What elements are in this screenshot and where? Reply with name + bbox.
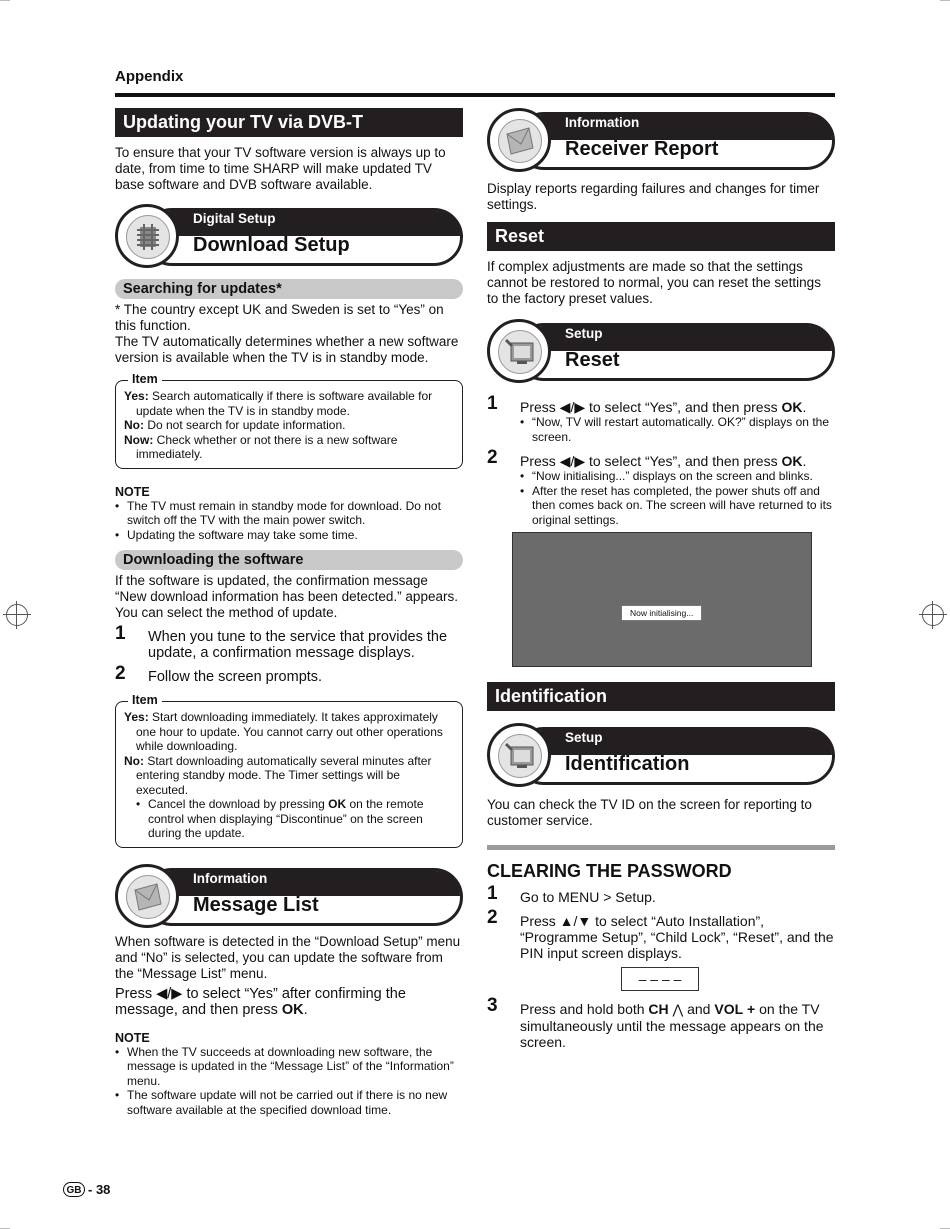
note-heading: NOTE [115, 1030, 150, 1045]
banner-title: Download Setup [193, 234, 350, 256]
searching-note: * The country except UK and Sweden is set to “Yes” on this function. [115, 302, 444, 333]
item-row: Yes: Start downloading immediately. It takes approximately one hour to update. You cannot carry out other operations while downloading. [124, 710, 443, 753]
item-label: Item [128, 372, 162, 387]
banner-receiver-report [487, 108, 835, 174]
subheading-searching: Searching for updates* [115, 279, 463, 299]
vol-plus-icon: + [747, 1001, 756, 1017]
envelope-icon [487, 108, 551, 172]
note-heading: NOTE [115, 484, 150, 499]
item-row: Now: Check whether or not there is a new software immediately. [124, 432, 398, 461]
banner-identification [487, 723, 835, 789]
banner-reset [487, 319, 835, 385]
message-list-text: When software is detected in the “Download Setup” menu and “No” is selected, you can update the software from the “Message List” menu. [115, 933, 461, 981]
password-step-1: 1 Go to MENU > Setup. [487, 883, 656, 905]
reset-step-1: 1 Press ◀/▶ to select “Yes”, and then press OK. • “Now, TV will restart automatically. OK?” displays on the screen. [487, 399, 835, 444]
banner-category: Setup [565, 730, 603, 745]
header-rule [115, 93, 835, 97]
crop-mark [0, 0, 10, 1]
note-item: • Updating the software may take some time. [115, 528, 463, 543]
envelope-icon [115, 864, 179, 928]
item-row: Yes: Search automatically if there is software available for update when the TV is in standby mode. [124, 389, 433, 418]
download-step-2: 2 Follow the screen prompts. [115, 663, 323, 685]
dvbt-intro: To ensure that your TV software version is always up to date, from time to time SHARP will make updated TV base software and DVB software available. [115, 145, 446, 192]
banner-message-list [115, 864, 463, 930]
message-list-press: Press ◀/▶ to select “Yes” after confirming the message, and then press OK. [115, 985, 406, 1018]
item-row: No: Start downloading automatically several minutes after entering standby mode. The Timer settings will be executed. [124, 753, 432, 797]
item-row: • Cancel the download by pressing OK on the remote control when displaying “Discontinue” on the screen during the update. [124, 797, 454, 841]
subheading-downloading: Downloading the software [115, 550, 463, 570]
password-heading: CLEARING THE PASSWORD [487, 861, 732, 881]
banner-category: Digital Setup [193, 211, 276, 226]
ch-up-icon: ⋀ [672, 1002, 684, 1017]
wrench-tv-icon [487, 319, 551, 383]
note-item: • The software update will not be carried out if there is no new software available at the specified download time. [115, 1088, 463, 1117]
left-column [115, 108, 463, 1117]
note-item: • The TV must remain in standby mode for download. Do not switch off the TV with the main power switch. [115, 499, 463, 528]
section-divider [487, 845, 835, 850]
pin-input-display: – – – – [621, 967, 699, 991]
banner-download-setup [115, 204, 463, 270]
item-label: Item [128, 693, 162, 708]
banner-title: Reset [565, 349, 620, 371]
crop-mark [940, 0, 950, 1]
item-box-search [115, 372, 463, 469]
identification-text: You can check the TV ID on the screen for reporting to customer service. [487, 797, 812, 828]
section-heading-dvbt: Updating your TV via DVB-T [115, 108, 463, 137]
note-item: • When the TV succeeds at downloading new software, the message is updated in the “Message List” of the “Information” menu. [115, 1045, 463, 1089]
reset-text: If complex adjustments are made so that the settings cannot be restored to normal, you can reset the settings to the factory preset values. [487, 259, 821, 306]
settings-chip-icon [115, 204, 179, 268]
page-number: - 38 [88, 1182, 111, 1197]
banner-title: Identification [565, 753, 690, 775]
section-heading-reset: Reset [487, 222, 835, 251]
right-column [487, 108, 835, 527]
registration-mark-right [922, 604, 944, 626]
reset-step-note: • “Now, TV will restart automatically. OK?” displays on the screen. [520, 415, 835, 444]
reset-step-note: • “Now initialising...” displays on the screen and blinks. [520, 469, 835, 484]
password-step-3: 3 Press and hold both CH ⋀ and VOL + on the TV simultaneously until the message appears on the screen. [487, 995, 824, 1050]
searching-text: The TV automatically determines whether a new software version is available when the TV is in standby mode. [115, 334, 459, 365]
now-initialising-message: Now initialising... [621, 605, 702, 621]
reset-step-note: • After the reset has completed, the power shuts off and then comes back on. The screen will have returned to its original settings. [520, 484, 835, 528]
banner-title: Receiver Report [565, 138, 719, 160]
page-header: Appendix [115, 68, 184, 85]
right-column-lower [487, 682, 835, 1050]
tv-screen-illustration [512, 532, 812, 667]
banner-category: Setup [565, 326, 603, 341]
downloading-text: If the software is updated, the confirmation message “New download information has been detected.” appears. You can select the method of update. [115, 573, 458, 620]
banner-category: Information [193, 870, 268, 886]
banner-category: Information [565, 115, 640, 130]
region-badge: GB [63, 1182, 85, 1197]
section-heading-identification: Identification [487, 682, 835, 711]
item-box-download [115, 693, 463, 848]
banner-title: Message List [193, 893, 319, 916]
receiver-report-text: Display reports regarding failures and changes for timer settings. [487, 181, 820, 212]
item-row: No: Do not search for update information. [124, 418, 346, 432]
reset-step-2: 2 Press ◀/▶ to select “Yes”, and then press OK. • “Now initialising...” displays on the screen and blinks. • After the reset has completed, the power shuts off and then comes back on. The screen will have returned to its original settings. [487, 453, 835, 527]
registration-mark-left [6, 604, 28, 626]
download-step-1: 1 When you tune to the service that provides the update, a confirmation message displays. [115, 623, 448, 661]
wrench-tv-icon [487, 723, 551, 787]
password-step-2: 2 Press ▲/▼ to select “Auto Installation”, “Programme Setup”, “Child Lock”, “Reset”, and the PIN input screen displays. [487, 907, 834, 961]
